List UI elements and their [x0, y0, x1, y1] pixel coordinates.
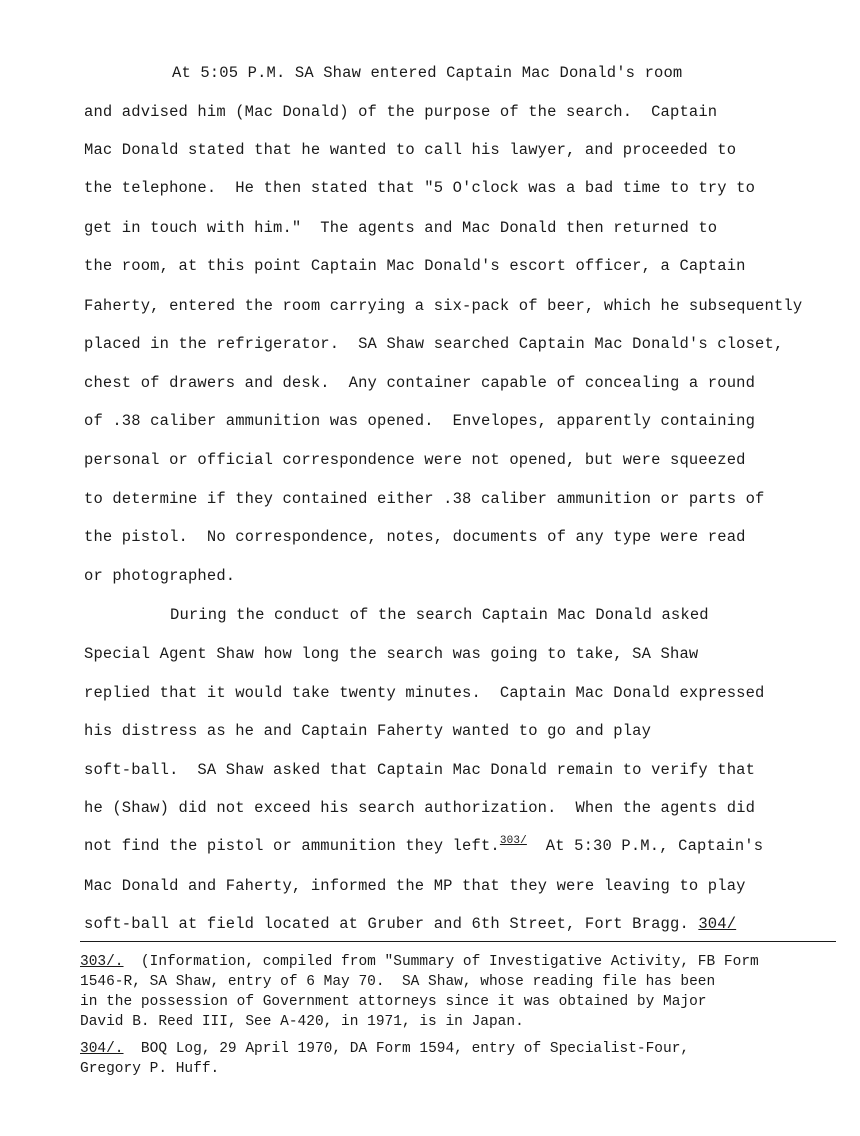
body-line: personal or official correspondence were not opened, but were squeezed [84, 451, 746, 469]
body-line: At 5:05 P.M. SA Shaw entered Captain Mac Donald's room [172, 64, 683, 82]
body-line: and advised him (Mac Donald) of the purpose of the search. Captain [84, 103, 718, 121]
body-line: Mac Donald stated that he wanted to call his lawyer, and proceeded to [84, 141, 737, 159]
body-text: At 5:30 P.M., Captain's [526, 837, 764, 855]
body-line: During the conduct of the search Captain Mac Donald asked [170, 606, 709, 624]
footnote-number: 304/. [80, 1041, 124, 1057]
body-line: or photographed. [84, 567, 236, 585]
footnote-304-line: Gregory P. Huff. [80, 1061, 220, 1077]
footnote-303-line: in the possession of Government attorneys since it was obtained by Major [80, 994, 707, 1010]
body-line: Faherty, entered the room carrying a six-pack of beer, which he subsequently [84, 297, 803, 315]
body-text: not find the pistol or ammunition they left. [84, 837, 500, 855]
body-line-with-footnote-ref [84, 836, 763, 858]
body-line: to determine if they contained either .38 caliber ammunition or parts of [84, 490, 765, 508]
body-line: replied that it would take twenty minutes. Captain Mac Donald expressed [84, 684, 765, 702]
body-line: the telephone. He then stated that "5 O'clock was a bad time to try to [84, 179, 756, 197]
footnote-ref-304: 304/ [698, 915, 737, 933]
footnote-text: (Information, compiled from "Summary of Investigative Activity, FB Form [123, 954, 759, 970]
body-line: soft-ball. SA Shaw asked that Captain Mac Donald remain to verify that [84, 761, 756, 779]
footnote-304-line [80, 1040, 689, 1058]
footnote-text: BOQ Log, 29 April 1970, DA Form 1594, entry of Specialist-Four, [123, 1041, 690, 1057]
body-line: of .38 caliber ammunition was opened. Envelopes, apparently containing [84, 412, 756, 430]
body-line: Special Agent Shaw how long the search was going to take, SA Shaw [84, 645, 699, 663]
body-line: the room, at this point Captain Mac Donald's escort officer, a Captain [84, 257, 746, 275]
footnote-ref-303: 303/ [499, 835, 527, 847]
footnote-divider [80, 941, 836, 942]
body-line: Mac Donald and Faherty, informed the MP that they were leaving to play [84, 877, 746, 895]
footnote-number: 303/. [80, 954, 124, 970]
body-line: he (Shaw) did not exceed his search authorization. When the agents did [84, 799, 756, 817]
body-line: chest of drawers and desk. Any container capable of concealing a round [84, 374, 756, 392]
body-line: the pistol. No correspondence, notes, documents of any type were read [84, 528, 746, 546]
footnote-303-line: David B. Reed III, See A-420, in 1971, is in Japan. [80, 1014, 524, 1030]
body-line-with-footnote-ref [84, 914, 736, 934]
body-line: his distress as he and Captain Faherty wanted to go and play [84, 722, 652, 740]
body-line: placed in the refrigerator. SA Shaw searched Captain Mac Donald's closet, [84, 335, 784, 353]
footnote-303-line: 1546-R, SA Shaw, entry of 6 May 70. SA Shaw, whose reading file has been [80, 974, 716, 990]
body-line: get in touch with him." The agents and Mac Donald then returned to [84, 219, 718, 237]
body-text: soft-ball at field located at Gruber and 6th Street, Fort Bragg. [84, 915, 699, 933]
footnote-303-line [80, 953, 759, 971]
